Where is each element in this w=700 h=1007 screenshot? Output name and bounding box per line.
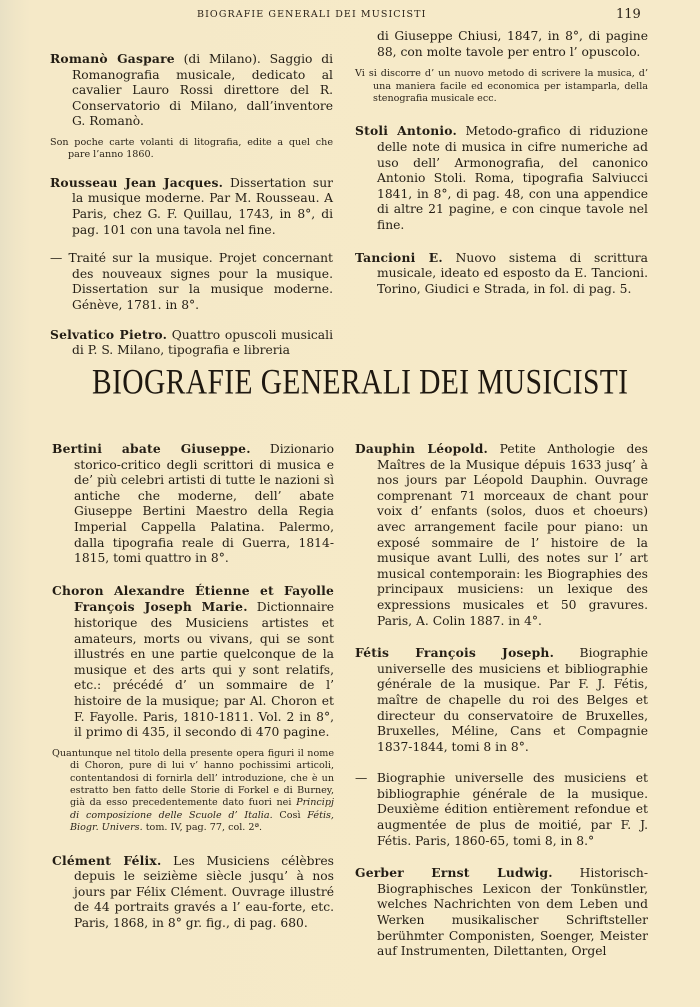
entry-text: Dissertation sur la musique moderne. Par M. Rousseau. A Paris, chez G. F. Quillau, 1743, in 8°, di pag. 101 con una tavola nel fine.: [72, 175, 334, 237]
ditto-dash: —: [50, 251, 63, 266]
entry-text: Les Musiciens célèbres depuis le seizième siècle jusqu’ à nos jours par Félix Clément. Ouvrage illustré de 44 portraits gravés a l’ eau-forte, etc. Paris, 1868, in 8° gr. fig., di pag. 680.: [74, 853, 334, 930]
entry-note: Son poche carte volanti di litografia, edite a quel che pare l’anno 1860.: [50, 136, 333, 161]
entry-text: Petite Anthologie des Maîtres de la Musique dépuis 1633 jusq’ à nos jours par Léopold Dauphin. Ouvrage comprenant 71 morceaux de chant pour voix d’ enfants (solos, duos et choeurs) avec arrangement facile pour piano: un exposé sommaire de l’ histoire de la musique avant Lulli, des notes sur l’ art musical contemporain: les Biographies des principaux musiciens: un lexique des expressions musicales et 50 gravures. Paris, A. Colin 1887. in 4°.: [377, 442, 648, 628]
entry-note: Vi si discorre d’ un nuovo metodo di scrivere la musica, d’ una maniera facile ed economica per istamparla, della stenografia musicale ecc.: [355, 68, 648, 104]
entry-author: Dauphin Léopold.: [355, 441, 488, 456]
entry-tancioni: [355, 250, 648, 298]
bottom-right-column: [355, 441, 648, 973]
entry-rousseau: [50, 175, 333, 238]
entry-clement: [52, 853, 334, 932]
page-number: 119: [616, 7, 641, 22]
entry-author: Romanò Gaspare: [50, 51, 175, 66]
top-right-column: [355, 29, 648, 310]
entry-author: Gerber Ernst Ludwig.: [355, 865, 553, 881]
entry-text: (di Milano). Saggio di Romanografia musicale, dedicato al cavalier Lauro Rossi direttore del R. Conservatorio di Milano, dall’inventore G. Romanò.: [72, 52, 334, 129]
entry-romano: [50, 51, 333, 130]
entry-selvatico: [50, 327, 333, 359]
entry-rousseau-2: [50, 251, 333, 313]
entry-author: Rousseau Jean Jacques.: [50, 174, 224, 190]
entry-text: Dizionario storico-critico degli scrittori di musica e de’ più celebri artisti di tutte le nazioni sì antiche che moderne, dell’ abate Giuseppe Bertini Maestro della Regia Imperial Cappella Palatina. Palermo, dalla tipografia reale di Guerra, 1814-1815, tomi quattro in 8°.: [74, 442, 334, 566]
entry-author: Choron Alexandre Étienne et Fayolle François Joseph Marie.: [52, 582, 334, 615]
entry-author: Clément Félix.: [52, 852, 162, 868]
entry-text: Traité sur la musique. Projet concernant des nouveaux signes pour la musique. Dissertation sur la musique moderne. Génève, 1781. in 8°.: [62, 251, 333, 312]
entry-text: Biographie universelle des musiciens et bibliographie générale de la musique. Par F. J. Fétis, maître de chapelle du roi des Belges et directeur du conservatoire de Bruxelles, Bruxelles, Méline, Cans et Compagnie 1837-1844, tomi 8 in 8°.: [377, 646, 648, 754]
note-italic-title: Principj di composizione delle Scuole d’ Italia.: [70, 797, 334, 821]
entry-fetis-2: [355, 771, 648, 849]
note-text: Quantunque nel titolo della presente opera figuri il nome di Choron, pure di lui v’ hanno pochissimi articoli, contentandosi di fornirla dell’ introduzione, che è un estratto ben fatto delle Storie di Forkel e di Burney, già da esso precedentemente dato fuori nei: [52, 747, 334, 809]
entry-text: Dictionnaire historique des Musiciens artistes et amateurs, morts ou vivans, qui se sont illustrés en une partie quelconque de la musique et des arts qui y sont relatifs, etc.: précédé d’ un sommaire de l’ histoire de la musique; par Al. Choron et F. Fayolle. Paris, 1810-1811. Vol. 2 in 8°, il primo di 435, il secondo di 470 pagine.: [74, 600, 335, 740]
entry-author: Tancioni E.: [355, 249, 443, 265]
entry-author: Selvatico Pietro.: [50, 326, 168, 342]
entry-choron: [52, 583, 334, 741]
note-text: tom. IV, pag. 77, col. 2ª.: [142, 822, 263, 834]
entry-text: Biographie universelle des musiciens et bibliographie générale de la musique. Deuxième édition entièrement refondue et augmentée de plus de moitié, par F. J. Fétis. Paris, 1860-65, tomi 8, in 8.°: [367, 771, 648, 848]
entry-stoli: [355, 123, 648, 233]
entry-gerber: [355, 865, 648, 960]
entry-text: Historisch-Biographisches Lexicon der Tonkünstler, welches Nachrichten von dem Leben und Werken musikalischer Schriftsteller berühmter Componisten, Soenger, Meister auf Instrumenten, Dilettanten, Orgel: [377, 866, 649, 959]
entry-text: Metodo-grafico di riduzione delle note di musica in cifre numeriche ad uso dell’ Armonografia, del canonico Antonio Stoli. Roma, tipografia Salviucci 1841, in 8°, di pag. 48, con una appendice di altre 21 pagine, e con cinque tavole nel fine.: [377, 124, 648, 232]
entry-fetis: [355, 645, 648, 755]
note-text: Così: [272, 809, 308, 821]
entry-text: Nuovo sistema di scrittura musicale, ideato ed esposto da E. Tancioni. Torino, Giudici e Strada, in fol. di pag. 5.: [377, 250, 648, 296]
entry-note: [52, 748, 334, 835]
ditto-dash: —: [355, 771, 368, 786]
running-head: [0, 9, 700, 25]
entry-author: Fétis François Joseph.: [355, 645, 555, 661]
entry-dauphin: [355, 441, 648, 629]
running-title: BIOGRAFIE GENERALI DEI MUSICISTI: [197, 9, 427, 20]
top-left-column: [50, 51, 333, 372]
entry-continuation: di Giuseppe Chiusi, 1847, in 8°, di pagine 88, con molte tavole per entro l’ opuscolo.: [377, 29, 648, 59]
entry-bertini: [52, 441, 334, 567]
entry-text: Quattro opuscoli musicali di P. S. Milano, tipografia e libreria: [72, 327, 333, 358]
section-heading: BIOGRAFIE GENERALI DEI MUSICISTI: [92, 363, 629, 403]
bottom-left-column: [52, 441, 334, 945]
note-italic-ref: Fétis, Biogr. Univers.: [70, 809, 334, 834]
entry-author: Bertini abate Giuseppe.: [52, 441, 251, 456]
entry-author: Stoli Antonio.: [355, 123, 457, 139]
